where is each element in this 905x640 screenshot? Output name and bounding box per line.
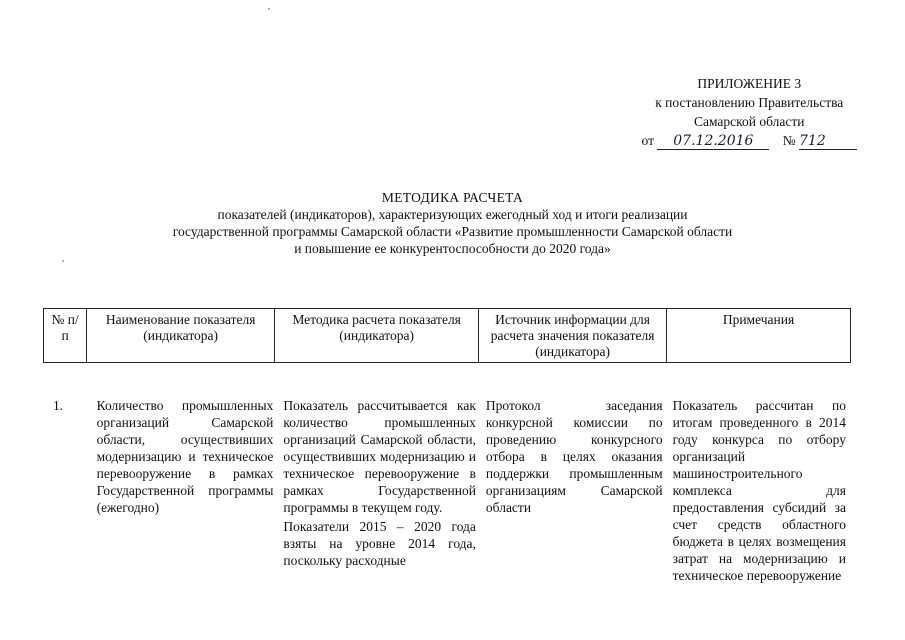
scan-speck (268, 8, 270, 10)
appendix-title: ПРИЛОЖЕНИЕ 3 (697, 76, 802, 91)
header-num: № п/п (44, 309, 87, 363)
handwritten-number: 712 (799, 133, 857, 150)
table-header (43, 308, 851, 363)
document-subtitle-3: и повышение ее конкурентоспособности до 2020 года» (294, 241, 611, 256)
document-title: МЕТОДИКА РАСЧЕТА (381, 190, 524, 205)
scan-speck (62, 260, 64, 262)
number-sign: № (782, 133, 796, 148)
cell-num: 1. (53, 398, 64, 413)
cell-notes: Показатель рассчитан по итогам проведенного в 2014 году конкурса по отбору организаций машиностроительного комплекса для предоставления субсидий за счет средств областного бюджета в целях возмещения затрат на модернизацию и техническое перевооружение (672, 398, 846, 583)
appendix-line-2: Самарской области (693, 114, 805, 129)
appendix-date-line (642, 131, 858, 150)
table-header-row (44, 309, 851, 363)
cell-method-paragraph-1: Показатель рассчитывается как количество промышленных организаций Самарской области, осуществивших модернизацию и техническое перевооружение в рамках Государственной программы в текущем году. (283, 398, 476, 515)
document-subtitle-2: государственной программы Самарской области «Развитие промышленности Самарской области (172, 224, 733, 239)
cell-source: Протокол заседания конкурсной комиссии по проведению конкурсного отбора в целях оказания поддержки промышленным организациям Самарской области (485, 398, 663, 515)
header-source: Источник информации для расчета значения показателя (индикатора) (479, 309, 667, 363)
appendix-block (642, 74, 858, 150)
cell-method-paragraph-2: Показатели 2015 – 2020 года взяты на уровне 2014 года, поскольку расходные (283, 519, 476, 568)
table-row (43, 397, 851, 584)
cell-method (278, 397, 481, 584)
table-body (43, 397, 851, 584)
document-title-block (0, 189, 905, 257)
header-method: Методика расчета показателя (индикатора) (275, 309, 479, 363)
document-subtitle-1: показателей (индикаторов), характеризующих ежегодный ход и итоги реализации (217, 207, 688, 222)
cell-name: Количество промышленных организаций Самарской области, осуществивших модернизацию и техническое перевооружение в рамках Государственной программы (ежегодно) (96, 398, 274, 515)
header-notes: Примечания (667, 309, 851, 363)
date-prefix: от (641, 133, 654, 148)
header-name: Наименование показателя (индикатора) (87, 309, 275, 363)
appendix-line-1: к постановлению Правительства (655, 95, 844, 110)
handwritten-date: 07.12.2016 (657, 133, 769, 150)
